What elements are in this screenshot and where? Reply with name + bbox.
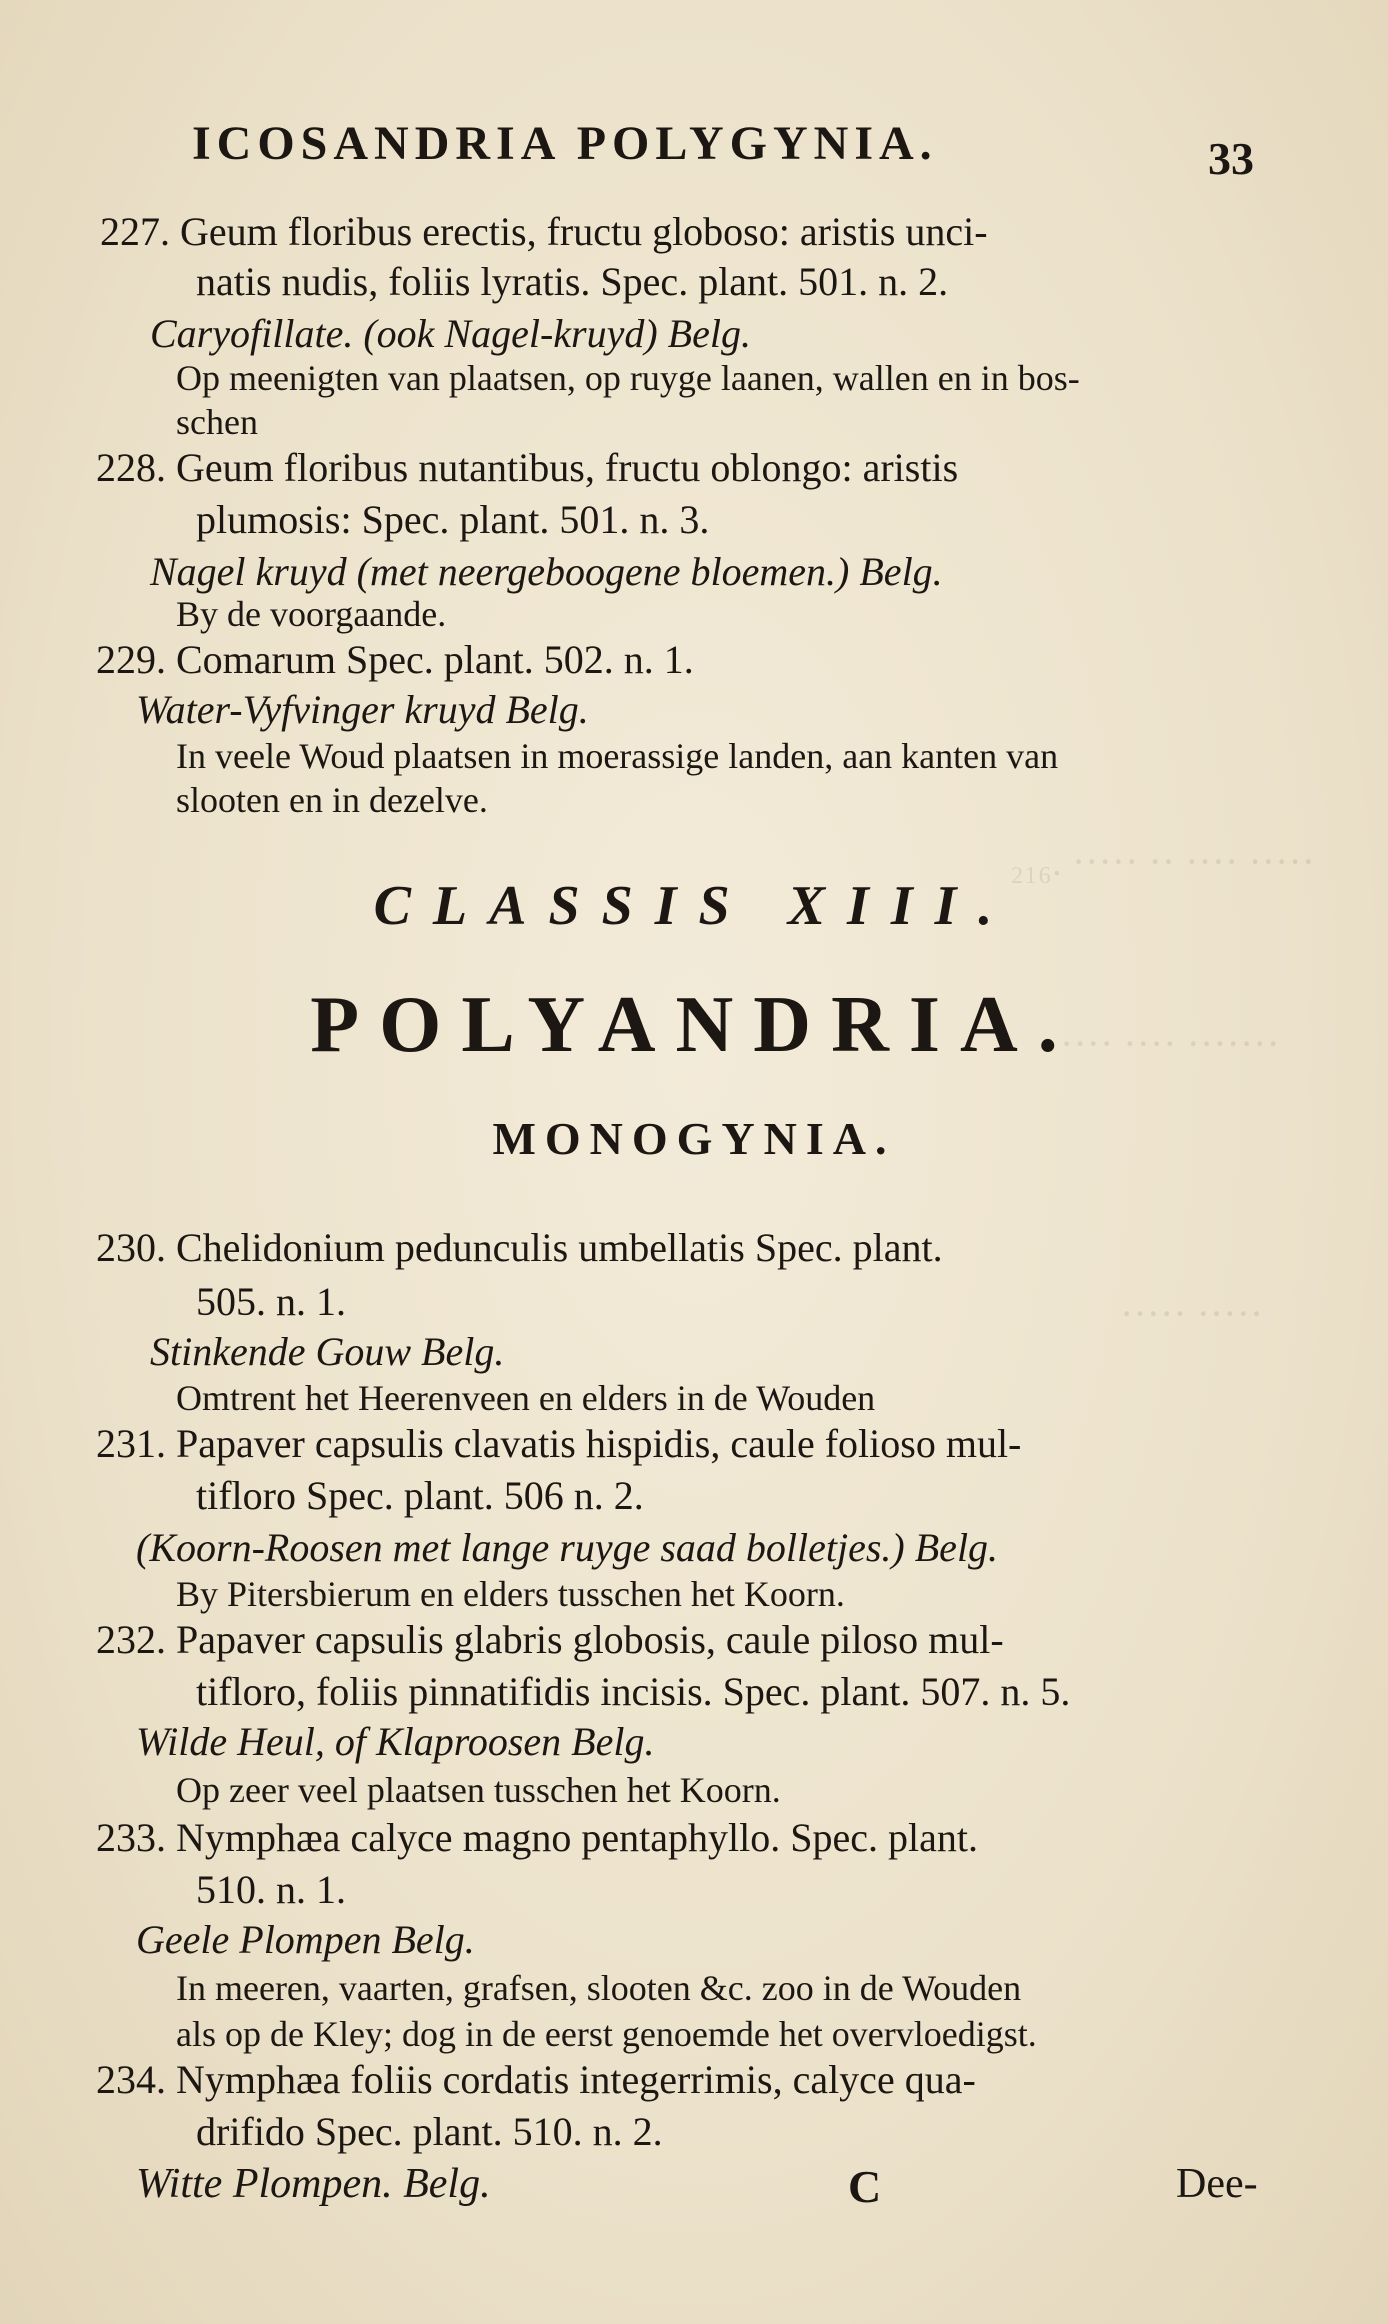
show-through-text: ····· ·····: [1120, 1291, 1264, 1336]
entry-233-vernacular: Geele Plompen Belg.: [136, 1917, 475, 1962]
class-name-heading: POLYANDRIA.: [310, 981, 1078, 1069]
show-through-text: ₂₁₆. ····· ·· ···· ·····: [1010, 839, 1315, 884]
entry-232-locality: Op zeer veel plaatsen tusschen het Koorn.: [176, 1770, 781, 1810]
entry-229-locality-cont: slooten en in dezelve.: [176, 780, 488, 820]
entry-234-line-2: drifido Spec. plant. 510. n. 2.: [196, 2109, 663, 2154]
entry-227-locality-cont: schen: [176, 402, 258, 442]
entry-234-vernacular: Witte Plompen. Belg.: [136, 2161, 491, 2207]
entry-232-line-1: 232. Papaver capsulis glabris globosis, caule piloso mul-: [96, 1617, 1004, 1662]
classis-heading: CLASSIS XIII.: [373, 875, 1015, 937]
entry-230-vernacular: Stinkende Gouw Belg.: [150, 1329, 505, 1374]
order-name-heading: MONOGYNIA.: [492, 1113, 896, 1164]
entry-227-line-2: natis nudis, foliis lyratis. Spec. plant. 501. n. 2.: [196, 259, 949, 304]
entry-233-locality-cont: als op de Kley; dog in de eerst genoemde het overvloedigst.: [176, 2014, 1037, 2054]
entry-227-line-1: 227. Geum floribus erectis, fructu globoso: aristis unci-: [100, 209, 988, 254]
entry-228-vernacular: Nagel kruyd (met neergeboogene bloemen.) Belg.: [150, 549, 943, 594]
entry-227-locality: Op meenigten van plaatsen, op ruyge laanen, wallen en in bos-: [176, 358, 1080, 398]
entry-230-locality: Omtrent het Heerenveen en elders in de Wouden: [176, 1378, 876, 1418]
signature-mark: C: [848, 2161, 882, 2212]
entry-228-locality: By de voorgaande.: [176, 594, 447, 634]
entry-231-line-1: 231. Papaver capsulis clavatis hispidis, caule folioso mul-: [96, 1421, 1022, 1466]
entry-232-vernacular: Wilde Heul, of Klaproosen Belg.: [136, 1719, 655, 1764]
entry-232-line-2: tifloro, foliis pinnatifidis incisis. Spec. plant. 507. n. 5.: [196, 1669, 1071, 1714]
page-number: 33: [1208, 133, 1254, 184]
entry-233-line-1: 233. Nymphæa calyce magno pentaphyllo. Spec. plant.: [96, 1815, 979, 1860]
entry-229-line-1: 229. Comarum Spec. plant. 502. n. 1.: [96, 637, 694, 682]
entry-234-line-1: 234. Nymphæa foliis cordatis integerrimis, calyce qua-: [96, 2057, 976, 2102]
entry-229-locality: In veele Woud plaatsen in moerassige landen, aan kanten van: [176, 736, 1059, 776]
show-through-text: ···· ···· ·······: [1060, 1021, 1280, 1066]
entry-233-line-2: 510. n. 1.: [196, 1867, 346, 1912]
entry-228-line-2: plumosis: Spec. plant. 501. n. 3.: [196, 497, 710, 542]
entry-227-vernacular: Caryofillate. (ook Nagel-kruyd) Belg.: [150, 311, 751, 356]
entry-231-line-2: tifloro Spec. plant. 506 n. 2.: [196, 1473, 644, 1518]
entry-229-vernacular: Water-Vyfvinger kruyd Belg.: [136, 687, 589, 732]
running-title: ICOSANDRIA POLYGYNIA.: [192, 117, 938, 170]
entry-231-locality: By Pitersbierum en elders tusschen het Koorn.: [176, 1574, 845, 1614]
entry-231-vernacular: (Koorn-Roosen met lange ruyge saad bolletjes.) Belg.: [136, 1525, 999, 1570]
catchword: Dee-: [1176, 2161, 1258, 2207]
entry-230-line-1: 230. Chelidonium pedunculis umbellatis Spec. plant.: [96, 1225, 943, 1270]
entry-233-locality: In meeren, vaarten, grafsen, slooten &c. zoo in de Wouden: [176, 1968, 1022, 2008]
entry-230-line-2: 505. n. 1.: [196, 1279, 346, 1324]
entry-228-line-1: 228. Geum floribus nutantibus, fructu oblongo: aristis: [96, 445, 959, 490]
